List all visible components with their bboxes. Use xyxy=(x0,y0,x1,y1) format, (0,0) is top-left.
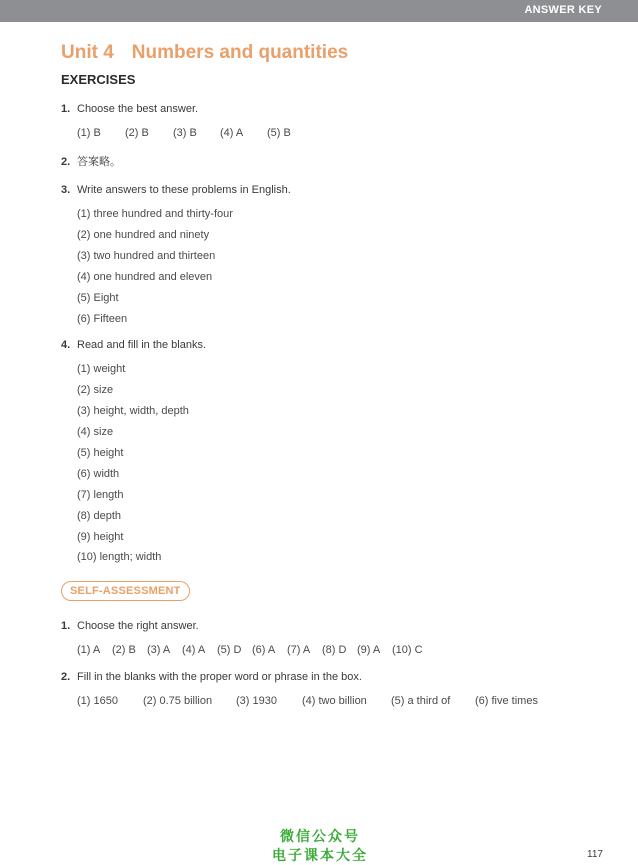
answer: (6) width xyxy=(77,468,120,480)
answer: (8) depth xyxy=(77,510,122,522)
page-number: 117 xyxy=(587,849,603,860)
self-assessment-badge: SELF-ASSESSMENT xyxy=(61,581,190,601)
question-number: 1. xyxy=(61,103,71,115)
question-text: Write answers to these problems in English. xyxy=(77,184,291,196)
unit-name: Numbers and quantities xyxy=(131,42,349,63)
answer: (1) three hundred and thirty-four xyxy=(77,208,233,220)
answer: (3) two hundred and thirteen xyxy=(77,250,216,262)
self-assessment-2-answers xyxy=(77,695,538,707)
answer: (1) 1650 xyxy=(77,695,118,707)
question-number: 4. xyxy=(61,339,71,351)
answer: (5) D xyxy=(217,644,242,656)
self-assessment-question-2 xyxy=(61,671,362,683)
answer: (7) length xyxy=(77,489,124,501)
answer: (6) Fifteen xyxy=(77,313,128,325)
answer: (9) height xyxy=(77,531,124,543)
answer: (2) one hundred and ninety xyxy=(77,229,210,241)
question-text: Fill in the blanks with the proper word or phrase in the box. xyxy=(77,671,362,683)
exercise-question-3 xyxy=(61,184,291,196)
question-number: 2. xyxy=(61,671,71,683)
watermark-line-2: 电子课本大全 xyxy=(272,848,368,864)
answer: (2) 0.75 billion xyxy=(143,695,213,707)
exercise-question-1 xyxy=(61,103,198,115)
question-number: 3. xyxy=(61,184,71,196)
answer: (4) size xyxy=(77,426,114,438)
answer: (5) a third of xyxy=(391,695,451,707)
answer: (1) B xyxy=(77,127,101,139)
answer: (8) D xyxy=(322,644,347,656)
answer: (4) two billion xyxy=(302,695,367,707)
self-assessment-question-1 xyxy=(61,620,199,632)
exercises-heading: EXERCISES xyxy=(61,72,136,87)
answer: (6) A xyxy=(252,644,276,656)
answer: (10) length; width xyxy=(77,551,162,563)
question-number: 2. xyxy=(61,156,71,168)
answer: (6) five times xyxy=(475,695,538,707)
header-bar xyxy=(0,0,638,22)
unit-title xyxy=(61,42,348,64)
exercise-1-answers xyxy=(77,127,291,139)
answer: (9) A xyxy=(357,644,381,656)
answer: (2) size xyxy=(77,384,114,396)
self-assessment-1-answers xyxy=(77,644,423,656)
answer: (7) A xyxy=(287,644,311,656)
question-text: Read and fill in the blanks. xyxy=(77,339,207,351)
watermark-line-1: 微信公众号 xyxy=(280,829,360,845)
answer: (3) height, width, depth xyxy=(77,405,189,417)
answer: (1) A xyxy=(77,644,101,656)
question-text: Choose the right answer. xyxy=(77,620,199,632)
answer: (10) C xyxy=(392,644,423,656)
exercise-question-4 xyxy=(61,339,206,351)
answer: (5) Eight xyxy=(77,292,119,304)
question-text: 答案略。 xyxy=(77,156,121,168)
answer: (3) A xyxy=(147,644,171,656)
unit-number: Unit 4 xyxy=(61,42,114,63)
answer: (4) one hundred and eleven xyxy=(77,271,213,283)
exercise-question-2 xyxy=(61,153,121,169)
answer: (1) weight xyxy=(77,363,126,375)
answer-key-label: ANSWER KEY xyxy=(524,4,602,16)
answer: (4) A xyxy=(220,127,244,139)
answer: (3) 1930 xyxy=(236,695,277,707)
question-text: Choose the best answer. xyxy=(77,103,199,115)
answer: (3) B xyxy=(173,127,197,139)
answer: (2) B xyxy=(112,644,136,656)
question-number: 1. xyxy=(61,620,71,632)
answer: (5) height xyxy=(77,447,124,459)
answer: (4) A xyxy=(182,644,206,656)
answer: (5) B xyxy=(267,127,291,139)
answer: (2) B xyxy=(125,127,149,139)
